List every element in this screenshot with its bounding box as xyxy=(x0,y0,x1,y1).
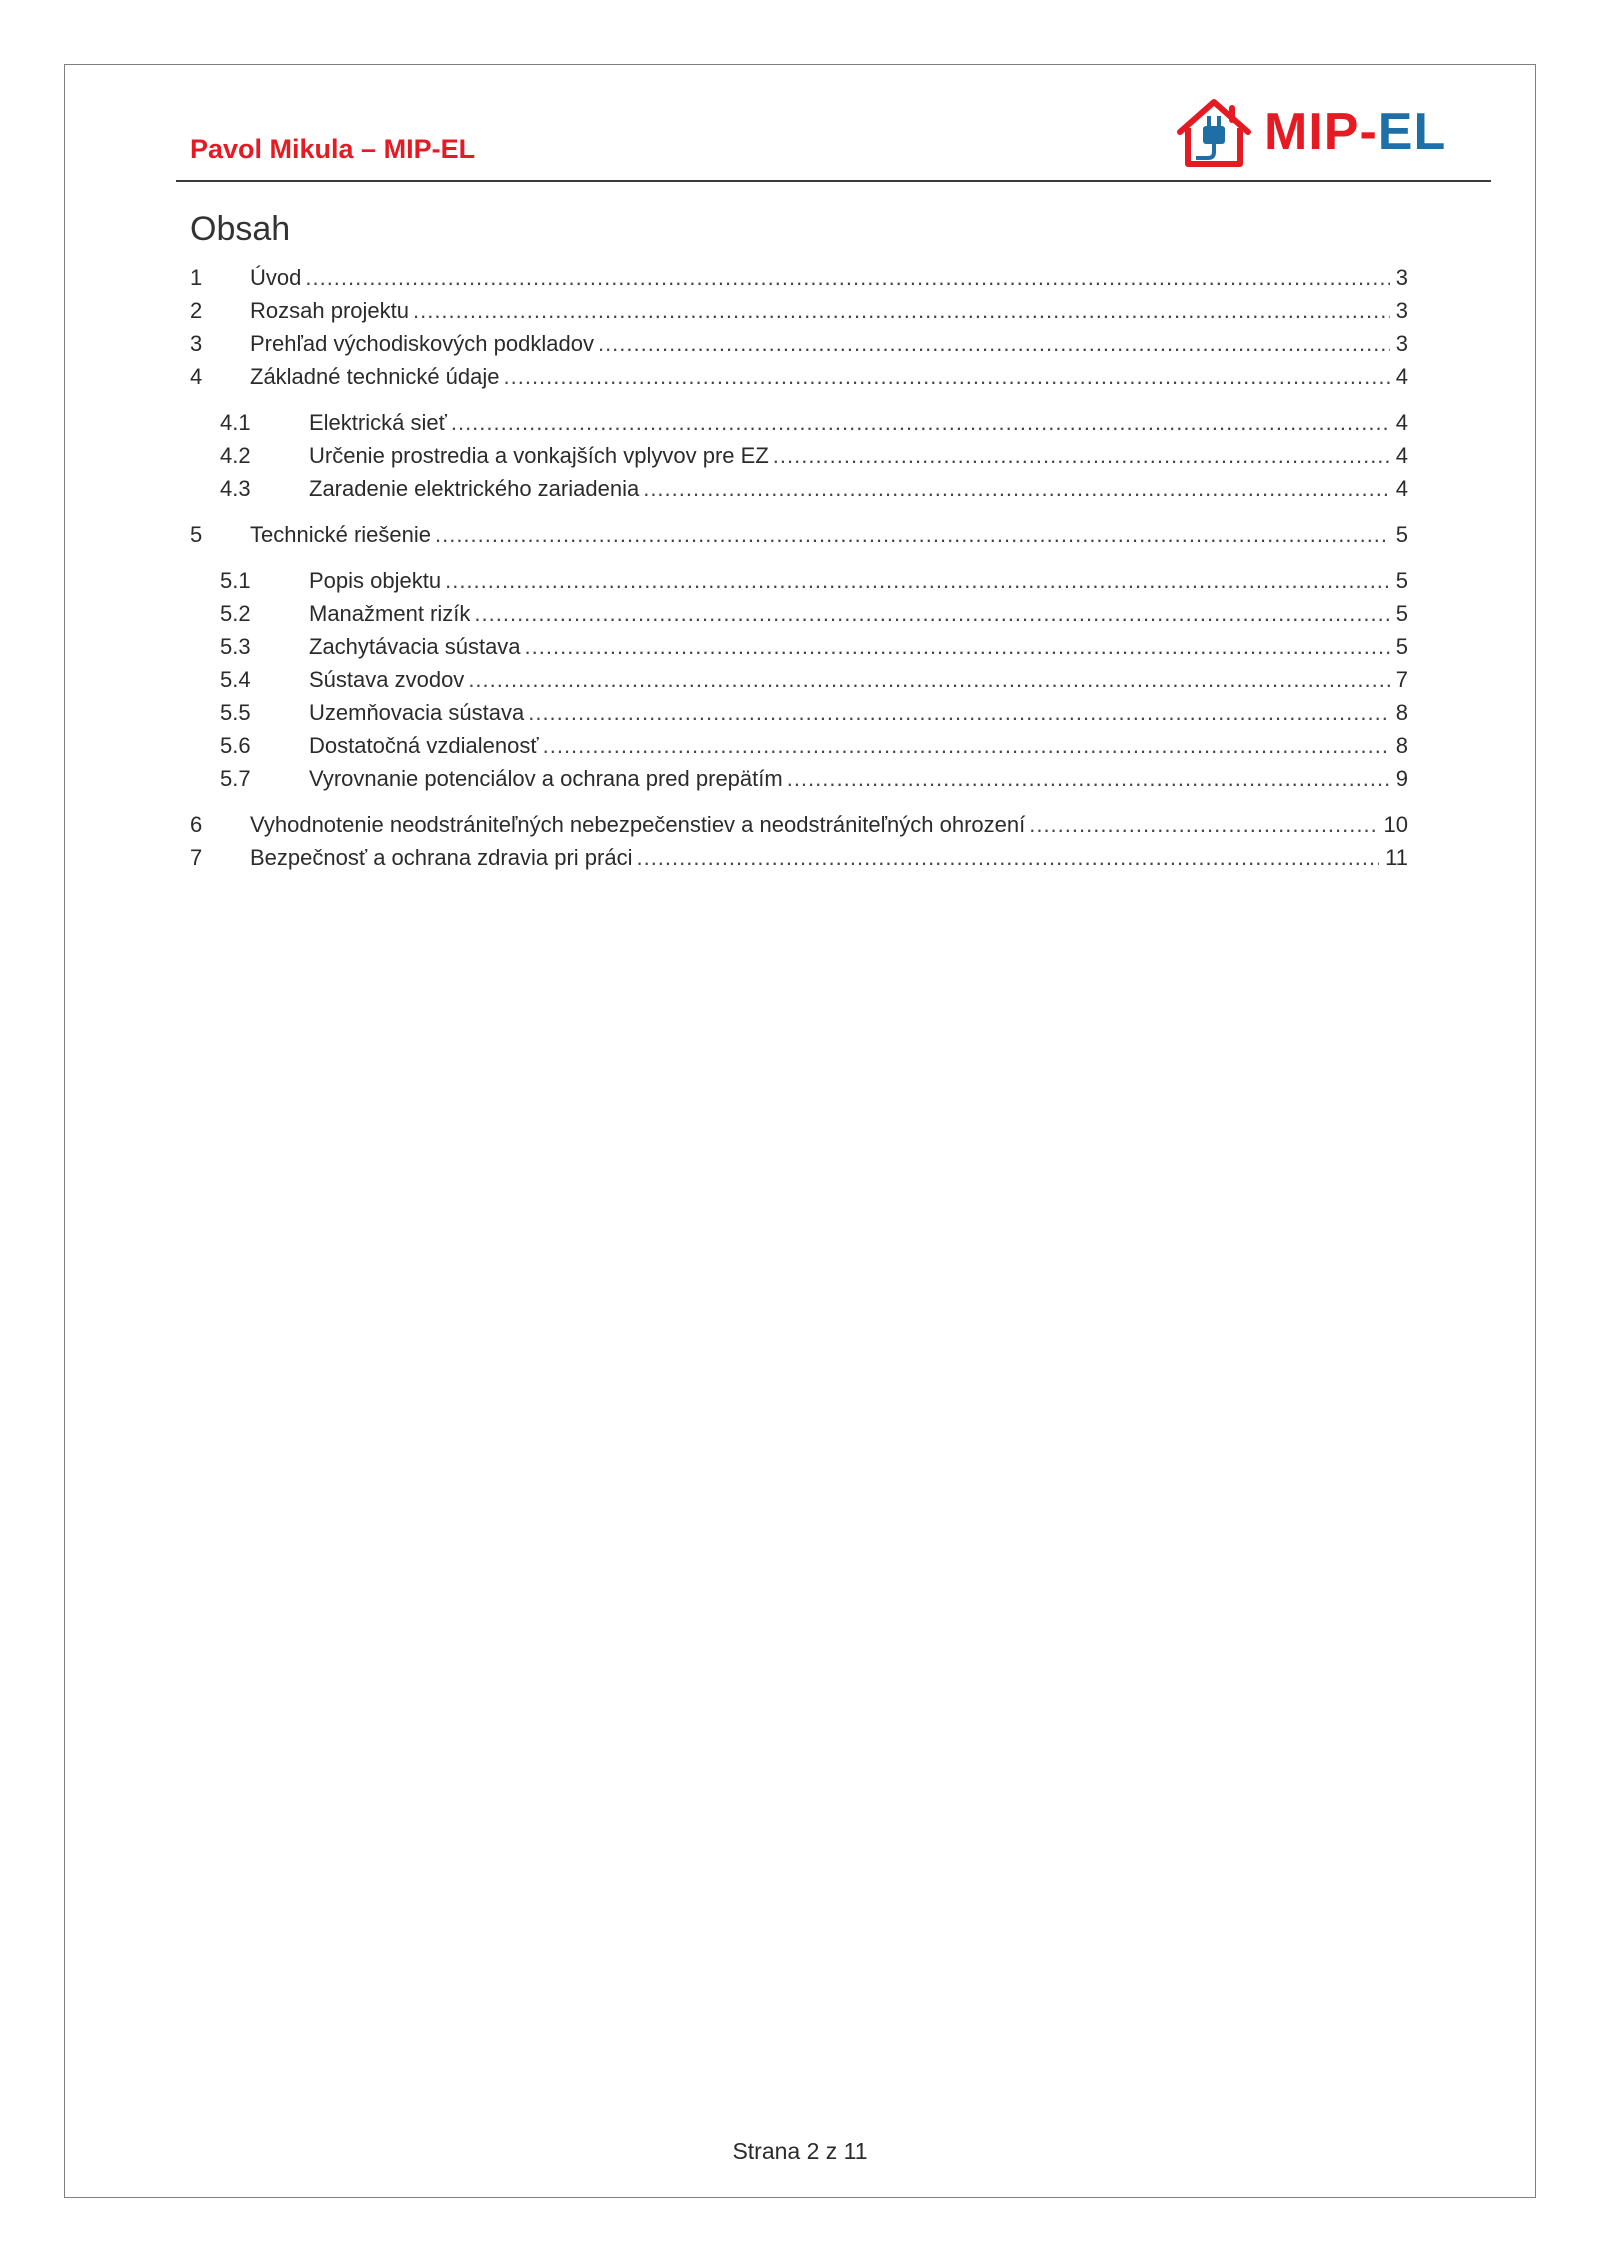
toc-subentry[interactable] xyxy=(190,697,1408,729)
toc-leader xyxy=(435,519,1390,551)
logo-text-mip: MIP xyxy=(1264,103,1360,161)
toc-entry-number: 1 xyxy=(190,265,203,290)
toc-entry-title: Popis objektu xyxy=(309,568,442,593)
toc-entry-number: 4 xyxy=(190,364,203,389)
toc-entry-number: 7 xyxy=(190,845,203,870)
toc-entry-number: 6 xyxy=(190,812,203,837)
toc-leader xyxy=(445,565,1390,597)
toc-entry-number: 5.2 xyxy=(220,601,251,626)
toc-entry-title: Dostatočná vzdialenosť xyxy=(309,733,539,758)
toc-leader xyxy=(305,262,1389,294)
toc-entry-number: 5.6 xyxy=(220,733,251,758)
toc-entry-number: 4.2 xyxy=(220,443,251,468)
toc-entry-page: 4 xyxy=(1395,364,1408,389)
toc-entry-number: 5.1 xyxy=(220,568,251,593)
toc-entry-title: Vyrovnanie potenciálov a ochrana pred prepätím xyxy=(309,766,783,791)
toc-entry-page: 7 xyxy=(1395,667,1408,692)
toc-subentry[interactable] xyxy=(190,565,1408,597)
header-divider xyxy=(176,180,1491,182)
toc-entry-number: 5.4 xyxy=(220,667,251,692)
toc-leader xyxy=(504,361,1390,393)
toc-entry-title: Bezpečnosť a ochrana zdravia pri práci xyxy=(250,845,633,870)
toc-leader xyxy=(773,440,1390,472)
toc-subentry[interactable] xyxy=(190,763,1408,795)
toc-leader xyxy=(525,631,1390,663)
toc-entry[interactable] xyxy=(190,328,1408,360)
logo-wordmark xyxy=(1264,100,1446,164)
toc-subentry[interactable] xyxy=(190,631,1408,663)
logo-text-dash: - xyxy=(1359,103,1378,161)
toc-entry-page: 5 xyxy=(1395,568,1408,593)
toc-leader xyxy=(528,697,1390,729)
toc-entry-page: 5 xyxy=(1395,522,1408,547)
toc-leader xyxy=(543,730,1390,762)
toc-entry-title: Základné technické údaje xyxy=(250,364,500,389)
toc-entry-title: Zachytávacia sústava xyxy=(309,634,521,659)
toc-entry-page: 8 xyxy=(1395,700,1408,725)
page-footer: Strana 2 z 11 xyxy=(732,2138,868,2164)
toc-entry-page: 4 xyxy=(1395,410,1408,435)
toc-leader xyxy=(643,473,1390,505)
toc-entry[interactable] xyxy=(190,809,1408,841)
toc-leader xyxy=(787,763,1390,795)
toc-subentry[interactable] xyxy=(190,664,1408,696)
toc-subentry[interactable] xyxy=(190,730,1408,762)
house-plug-icon xyxy=(1172,96,1256,170)
toc-entry-title: Zaradenie elektrického zariadenia xyxy=(309,476,640,501)
toc-entry-title: Uzemňovacia sústava xyxy=(309,700,525,725)
header-author: Pavol Mikula – MIP-EL xyxy=(190,134,476,164)
toc-entry-number: 5 xyxy=(190,522,203,547)
toc-entry-number: 5.5 xyxy=(220,700,251,725)
toc-entry[interactable] xyxy=(190,361,1408,393)
toc-subentry[interactable] xyxy=(190,407,1408,439)
toc-entry-page: 10 xyxy=(1383,812,1408,837)
toc-subentry[interactable] xyxy=(190,598,1408,630)
toc-leader xyxy=(451,407,1390,439)
toc-entry[interactable] xyxy=(190,262,1408,294)
toc-entry-title: Technické riešenie xyxy=(250,522,431,547)
toc-leader xyxy=(1029,809,1377,841)
toc-entry-page: 11 xyxy=(1385,845,1408,870)
company-logo xyxy=(1172,96,1492,170)
toc-entry-title: Manažment rizík xyxy=(309,601,471,626)
toc-entry-number: 4.1 xyxy=(220,410,251,435)
toc-entry-number: 5.7 xyxy=(220,766,251,791)
toc-entry-page: 8 xyxy=(1395,733,1408,758)
toc-entry-title: Rozsah projektu xyxy=(250,298,409,323)
toc-entry-number: 5.3 xyxy=(220,634,251,659)
toc-leader xyxy=(598,328,1390,360)
toc-entry-page: 5 xyxy=(1395,601,1408,626)
toc-entry-title: Úvod xyxy=(250,265,302,290)
logo-text-el: EL xyxy=(1377,103,1447,161)
toc-entry[interactable] xyxy=(190,519,1408,551)
toc-entry-title: Určenie prostredia a vonkajších vplyvov pre EZ xyxy=(309,443,769,468)
toc-entry-number: 4.3 xyxy=(220,476,251,501)
toc-entry-page: 3 xyxy=(1395,298,1408,323)
toc-entry-page: 9 xyxy=(1395,766,1408,791)
toc-subentry[interactable] xyxy=(190,473,1408,505)
toc-entry-title: Sústava zvodov xyxy=(309,667,465,692)
toc-entry-title: Vyhodnotenie neodstrániteľných nebezpečenstiev a neodstrániteľných ohrození xyxy=(250,812,1026,837)
toc-entry-page: 4 xyxy=(1395,443,1408,468)
toc-leader xyxy=(636,842,1379,874)
toc-entry-number: 2 xyxy=(190,298,203,323)
toc-leader xyxy=(413,295,1390,327)
toc-entry-page: 5 xyxy=(1395,634,1408,659)
toc-subentry[interactable] xyxy=(190,440,1408,472)
toc-leader xyxy=(474,598,1389,630)
toc-entry-title: Elektrická sieť xyxy=(309,410,447,435)
toc-leader xyxy=(468,664,1389,696)
toc-entry-title: Prehľad východiskových podkladov xyxy=(250,331,594,356)
toc-entry[interactable] xyxy=(190,842,1408,874)
toc-entry-page: 3 xyxy=(1395,331,1408,356)
toc-entry-number: 3 xyxy=(190,331,203,356)
toc-heading: Obsah xyxy=(190,210,291,248)
toc-entry[interactable] xyxy=(190,295,1408,327)
toc-entry-page: 3 xyxy=(1395,265,1408,290)
toc-entry-page: 4 xyxy=(1395,476,1408,501)
